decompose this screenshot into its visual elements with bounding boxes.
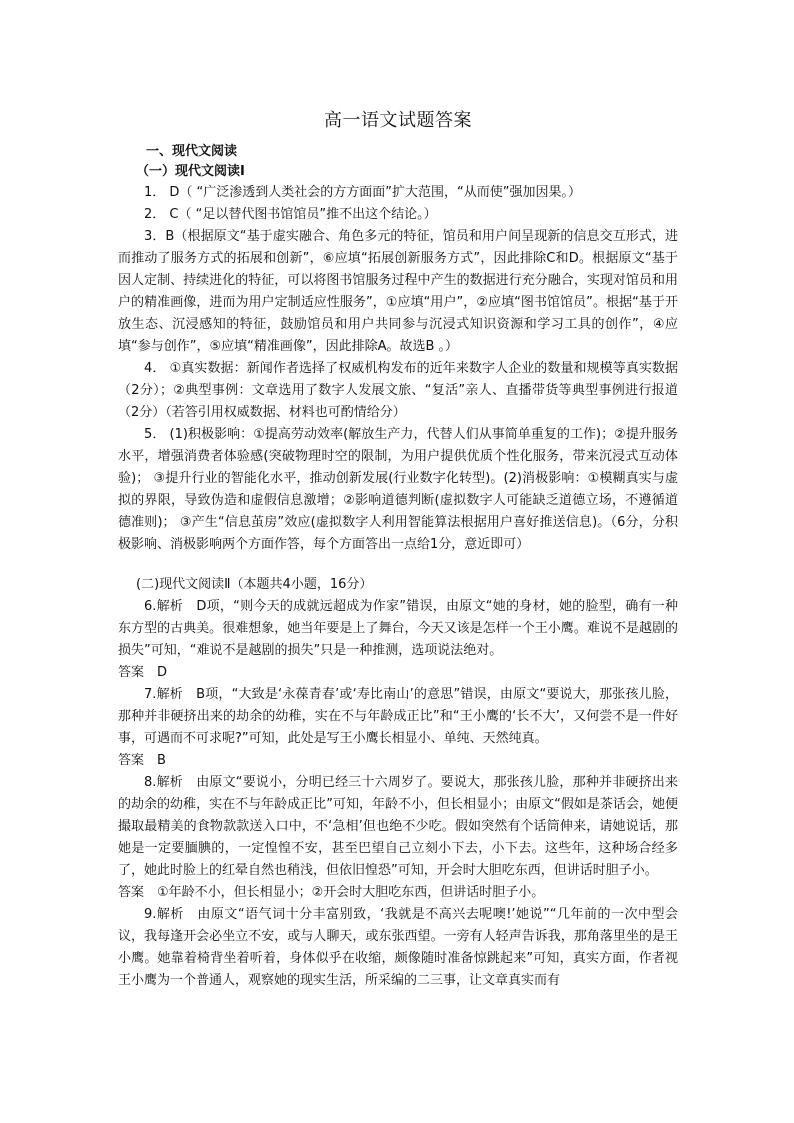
- answer-q2: 2． C（ “足以替代图书馆馆员”推不出这个结论。）: [144, 207, 437, 222]
- answer-q5: 5． (1)积极影响：①提高劳动效率(解放生产力，代替人们从事简单重复的工作)；②提升服务水平，增强消费者体验感(突破物理时空的限制，为用户提供优质个性化服务，带来沉浸式互动体验)； ③提升行业的智能化水平，推动创新发展(行业数字化转型)。(2)消极影响：①模糊真实与虚拟的界限，导致伪造和虚假信息激增；②影响道德判断(虚拟数字人可能缺乏道德立场，不遵循道德准则)； ③产生“信息茧房”效应(虚拟数字人利用智能算法根据用户喜好推送信息)。（6分，分积极影响、消极影响两个方面作答，每个方面答出一点给1分，意近即可）: [118, 427, 678, 552]
- analysis-q9: 9.解析 由原文“语气词十分丰富别致，‘我就是不高兴去呢噢!’她说”“几年前的一次中型会议，我每逢开会必坐立不安，或与人聊天，或东张西望。一旁有人轻声告诉我，那角落里坐的是王小鹰。她靠着椅背坐着听着，身体似乎在收缩，颇像随时准备惊跳起来”可知，真实方面，作者视王小鹰为一个普通人，观察她的现实生活，所采编的二三事，让文章真实而有: [118, 907, 678, 988]
- answer-q1: 1． D（ “广泛渗透到人类社会的方方面面”扩大范围，“从而使”强加因果。）: [144, 185, 581, 200]
- section-heading-1: 一、现代文阅读: [146, 144, 238, 159]
- document-body: [118, 106, 678, 992]
- answer-q8: 答案 ①年龄不小，但长相显小；②开会时大胆吃东西，但讲话时胆子小。: [118, 885, 545, 900]
- analysis-q7: 7.解析 B项，“大致是‘永葆青春’或‘寿比南山’的意思”错误，由原文“要说大，那张孩儿脸，那种并非硬挤出来的劫余的幼稚，实在不与年龄成正比”和“王小鹰的‘长不大’，又何尝不是一件好事，可遇而不可求呢?”可知，此处是写王小鹰长相显小、单纯、天然纯真。: [118, 687, 678, 746]
- answer-q4: 4． ①真实数据：新闻作者选择了权威机构发布的近年来数字人企业的数量和规模等真实数据（2分）；②典型事例：文章选用了数字人发展文旅、“复活”亲人、直播带货等典型事例进行报道（2分）（若答引用权威数据、材料也可酌情给分）: [118, 361, 678, 420]
- analysis-q6: 6.解析 D项，“则今天的成就远超成为作家”错误，由原文“她的身材，她的脸型，确有一种东方型的古典美。很难想象，她当年要是上了舞台，今天又该是怎样一个王小鹰。难说不是越剧的损失”可知，“难说不是越剧的损失”只是一种推测，选项说法绝对。: [118, 599, 678, 658]
- answer-q6: 答案 D: [118, 665, 168, 680]
- subsection-heading-2: (二)现代文阅读Ⅱ（本题共4小题，16分）: [136, 577, 373, 592]
- answer-q7: 答案 B: [118, 753, 166, 768]
- answer-q3: 3．B（根据原文“基于虚实融合、角色多元的特征，馆员和用户间呈现新的信息交互形式，进而推动了服务方式的拓展和创新”，⑥应填“拓展创新服务方式”，因此排除C和D。根据原文“基于因人定制、持续进化的特征，可以将图书馆服务过程中产生的数据进行充分融合，实现对馆员和用户的精准画像，进而为用户定制适应性服务”，①应填“用户”，②应填“图书馆馆员”。根据“基于开放生态、沉浸感知的特征，鼓励馆员和用户共同参与沉浸式知识资源和学习工具的创作”，④应填“参与创作”，⑤应填“精准画像”，因此排除A。故选B 。）: [118, 229, 678, 354]
- analysis-q8: 8.解析 由原文“要说小，分明已经三十六周岁了。要说大，那张孩儿脸，那种并非硬挤出来的劫余的幼稚，实在不与年龄成正比”可知，年龄不小，但长相显小；由原文“假如是茶话会，她便撮取最精美的食物款款送入口中，不‘急相’但也绝不少吃。假如突然有个话筒伸来，请她说话，那她是一定要腼腆的，一定惶惶不安，甚至巴望自己立刻小下去，小下去。这些年，这种场合经多了，她此时脸上的红晕自然也稍浅，但依旧惶恐”可知，开会时大胆吃东西，但讲话时胆子小。: [118, 775, 678, 878]
- spacer: [118, 556, 678, 574]
- page-title: 高一语文试题答案: [324, 110, 472, 131]
- subsection-heading-1: （一）现代文阅读Ⅰ: [136, 164, 245, 179]
